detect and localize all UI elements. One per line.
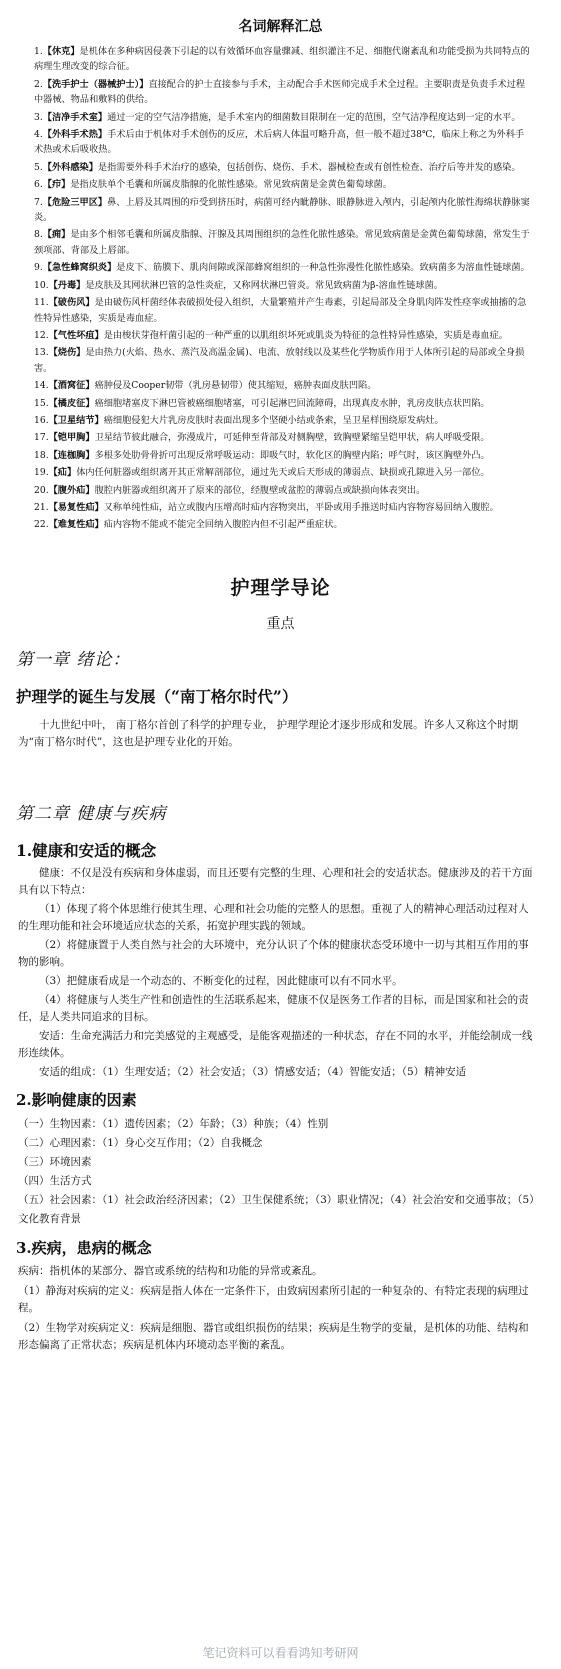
glossary-item-number: 10. xyxy=(34,279,49,291)
glossary-item-number: 18. xyxy=(34,449,49,461)
glossary-item-number: 8. xyxy=(34,229,43,241)
health-paragraph: 安适：生命充满活力和完美感觉的主观感受，是能客观描述的一种状态，存在不同的水平，并能绘制成一线形连续体。 xyxy=(18,1029,533,1059)
glossary-item xyxy=(34,44,531,75)
glossary-item-number: 3. xyxy=(34,111,43,123)
glossary-item-number: 19. xyxy=(34,467,49,479)
glossary-item-number: 5. xyxy=(34,161,43,173)
glossary-item-text: 是机体在多种病因侵袭下引起的以有效循环血容量骤减、组织灌注不足、细胞代谢紊乱和功能受损为共同特点的病理生理改变的综合征。 xyxy=(34,46,530,73)
glossary-item xyxy=(34,413,531,428)
glossary-item-text: 鼻、上唇及其周围的疖受到挤压时，病菌可经内眦静脉、眼静脉进入颅内，引起颅内化脓性海绵状静脉窦炎。 xyxy=(34,196,530,224)
glossary-item-text: 体内任何脏器或组织离开其正常解剖部位，通过先天或后天形成的薄弱点、缺损或孔隙进入另一部位。 xyxy=(76,467,490,479)
glossary-item-term: 【气性坏疽】 xyxy=(48,329,104,341)
glossary-item-number: 21. xyxy=(34,501,49,513)
health-concept-heading: 1.健康和安适的概念 xyxy=(16,840,157,860)
health-paragraph: 健康：不仅是没有疾病和身体虚弱，而且还要有完整的生理、心理和社会的安适状态。健康涉及的若干方面具有以下特点： xyxy=(18,866,533,896)
chapter-1-heading: 第一章 绪论： xyxy=(16,649,131,670)
disease-line: （1）静海对疾病的定义：疾病是指人体在一定条件下，由致病因素所引起的一种复杂的、有特定表现的病理过程。 xyxy=(18,1284,529,1314)
glossary-item xyxy=(34,430,531,445)
glossary-item xyxy=(34,260,531,275)
glossary-item-number: 12. xyxy=(34,329,49,341)
glossary-item-number: 14. xyxy=(34,380,49,392)
glossary-item-term: 【橘皮征】 xyxy=(48,397,95,409)
disease-concept-body xyxy=(0,1263,561,1354)
glossary-item-term: 【痈】 xyxy=(42,229,71,241)
glossary-item-text: 疝内容物不能或不能完全回纳入腹腔内但不引起严重症状。 xyxy=(103,519,343,531)
glossary-item-term: 【酒窝征】 xyxy=(48,380,95,392)
disease-line: 疾病：指机体的某部分、器官或系统的结构和功能的异常或紊乱。 xyxy=(18,1264,323,1277)
glossary-item-text: 又称单纯性疝，站立或腹内压增高时疝内容物突出，平卧或用手推送时疝内容物容易回纳入腹腔。 xyxy=(103,501,499,513)
glossary-item-text: 手术后由于机体对手术创伤的反应，术后病人体温可略升高，但一般不超过38℃，临床上称之为外科手术热或术后吸收热。 xyxy=(34,129,525,156)
factor-line: （一）生物因素：（1）遗传因素；（2）年龄；（3）种族；（4）性别 xyxy=(18,1117,329,1130)
glossary-item-term: 【疝】 xyxy=(48,467,77,479)
glossary-item xyxy=(34,77,531,108)
glossary-item-term: 【危险三甲区】 xyxy=(42,196,108,208)
glossary-item-text: 卫星结节彼此融合，弥漫成片，可延伸至背部及对侧胸壁，致胸壁紧缩呈铠甲状，病人呼吸受限。 xyxy=(94,432,490,444)
glossary-item-number: 16. xyxy=(34,414,49,426)
glossary-item xyxy=(34,278,531,293)
glossary-item-number: 1. xyxy=(34,46,43,57)
glossary-list xyxy=(0,38,561,533)
glossary-item-number: 22. xyxy=(34,519,49,531)
glossary-item-number: 2. xyxy=(34,78,43,90)
glossary-item xyxy=(34,500,531,515)
glossary-item xyxy=(34,483,531,498)
glossary-item xyxy=(34,295,531,326)
health-paragraph: （4）将健康与人类生产性和创造性的生活联系起来，健康不仅是医务工作者的目标，而是国家和社会的责任，是人类共同追求的目标。 xyxy=(18,993,529,1023)
glossary-item-term: 【外科感染】 xyxy=(42,161,98,173)
glossary-item-term: 【烧伤】 xyxy=(48,347,86,359)
factor-line: （二）心理因素：（1）身心交互作用；（2）自我概念 xyxy=(18,1136,263,1149)
glossary-item-text: 癌细胞堵塞皮下淋巴管被癌细胞堵塞，可引起淋巴回流障碍，出现真皮水肿，乳房皮肤点状凹陷。 xyxy=(94,397,490,409)
glossary-item xyxy=(34,127,531,158)
glossary-item-text: 是指需要外科手术治疗的感染，包括创伤、烧伤、手术、器械检查或有创性检查、治疗后等并发的感染。 xyxy=(97,161,521,173)
glossary-item-term: 【洁净手术室】 xyxy=(42,111,108,123)
ch1-paragraph: 十九世纪中叶， 南丁格尔首创了科学的护理专业， 护理学理论才逐步形成和发展。许多人又称这个时期为“南丁格尔时代”，这也是护理专业化的开始。 xyxy=(18,718,519,748)
ch1-section-heading: 护理学的诞生与发展（“南丁格尔时代”） xyxy=(16,686,298,706)
glossary-title: 名词解释汇总 xyxy=(238,19,323,35)
glossary-item-term: 【洗手护士（器械护士）】 xyxy=(42,78,149,90)
glossary-item-number: 7. xyxy=(34,196,43,208)
glossary-item xyxy=(34,160,531,175)
glossary-item-text: 多根多处肋骨骨折可出现反常呼吸运动：即吸气时，软化区的胸壁内陷；呼气时，该区胸壁外凸。 xyxy=(94,449,490,461)
glossary-item-term: 【外科手术热】 xyxy=(42,129,108,141)
glossary-item-text: 是皮肤及其网状淋巴管的急性炎症，又称网状淋巴管炎。常见致病菌为β-溶血性链球菌。 xyxy=(85,279,443,291)
glossary-item-number: 13. xyxy=(34,347,49,359)
glossary-item-term: 【易复性疝】 xyxy=(48,501,104,513)
glossary-item-text: 是由梭状芽孢杆菌引起的一种严重的以肌组织坏死或肌炎为特征的急性特异性感染，实质是毒血症。 xyxy=(103,329,508,341)
disease-concept-heading: 3.疾病，患病的概念 xyxy=(16,1238,152,1257)
health-paragraph: 安适的组成：（1）生理安适；（2）社会安适；（3）情感安适；（4）智能安适；（5）精神安适 xyxy=(39,1065,467,1078)
watermark: 笔记资料可以看看鸿知考研网 xyxy=(202,1646,359,1660)
factor-line: （三）环境因素 xyxy=(18,1155,92,1168)
glossary-item-text: 通过一定的空气洁净措施，是手术室内的细菌数目限制在一定的范围，空气洁净程度达到一定的水平。 xyxy=(107,111,521,123)
glossary-item-number: 20. xyxy=(34,484,49,496)
glossary-item-term: 【休克】 xyxy=(42,46,80,57)
glossary-item-term: 【破伤风】 xyxy=(48,297,95,309)
glossary-item-text: 是由多个相邻毛囊和所属皮脂腺、汗腺及其周围组织的急性化脓性感染。常见致病菌是金黄色葡萄球菌，常发生于颈项部、背部及上唇部。 xyxy=(34,229,530,256)
glossary-item-text: 癌细胞侵犯大片乳房皮肤时表面出现多个坚硬小结或条索，呈卫星样围绕原发病灶。 xyxy=(103,414,444,426)
glossary-item-text: 腹腔内脏器或组织离开了原来的部位，经腹壁或盆腔的薄弱点或缺损向体表突出。 xyxy=(94,484,426,496)
glossary-item-number: 15. xyxy=(34,397,49,409)
glossary-item xyxy=(34,448,531,463)
glossary-item-number: 11. xyxy=(34,297,49,309)
glossary-item-text: 癌肿侵及Cooper韧带（乳房悬韧带）使其缩短，癌肿表面皮肤凹陷。 xyxy=(94,380,377,392)
main-title: 护理学导论 xyxy=(230,576,331,599)
health-paragraph: （2）将健康置于人类自然与社会的大环境中，充分认识了个体的健康状态受环境中一切与其相互作用的事物的影响。 xyxy=(18,938,529,968)
glossary-item-term: 【卫星结节】 xyxy=(48,414,104,426)
health-concept-body xyxy=(0,865,561,1081)
health-factors-heading: 2.影响健康的因素 xyxy=(16,1090,137,1109)
glossary-item-term: 【丹毒】 xyxy=(48,279,86,291)
glossary-item-text: 是皮下、筋膜下、肌肉间隙或深部蜂窝组织的一种急性弥漫性化脓性感染。致病菌多为溶血性链球菌。 xyxy=(116,262,530,274)
glossary-item xyxy=(34,396,531,411)
glossary-item xyxy=(34,378,531,393)
glossary-item xyxy=(34,227,531,258)
glossary-item-text: 是由破伤风杆菌经体表破损处侵入组织，大量繁殖并产生毒素，引起局部及全身肌肉阵发性痉挛或抽搐的急性特异性感染，实质是毒血症。 xyxy=(34,297,527,324)
glossary-item xyxy=(34,177,531,192)
glossary-item-term: 【疖】 xyxy=(42,179,71,191)
glossary-item xyxy=(34,517,531,532)
glossary-item-term: 【腹外疝】 xyxy=(48,484,95,496)
factor-line: （四）生活方式 xyxy=(18,1174,92,1187)
glossary-item-text: 直接配合的护士直接参与手术，主动配合手术医师完成手术全过程。主要职责是负责手术过程中器械、物品和敷料的供给。 xyxy=(34,78,526,106)
glossary-item-number: 6. xyxy=(34,179,43,191)
factor-line: （五）社会因素：（1）社会政治经济因素；（2）卫生保健系统；（3）职业情况；（4）社会治安和交通事故；（5）文化教育背景 xyxy=(18,1193,535,1225)
disease-line: （2）生物学对疾病定义：疾病是细胞、器官或组织损伤的结果；疾病是生物学的变量，是机体的功能、结构和形态偏离了正常状态；疾病是机体内环境动态平衡的紊乱。 xyxy=(18,1321,529,1351)
glossary-item-term: 【急性蜂窝织炎】 xyxy=(42,262,117,274)
subtitle: 重点 xyxy=(266,615,295,632)
glossary-item-number: 17. xyxy=(34,432,49,444)
health-factors-list xyxy=(0,1115,561,1229)
glossary-item xyxy=(34,195,531,226)
health-paragraph: （3）把健康看成是一个动态的、不断变化的过程，因此健康可以有不同水平。 xyxy=(39,974,403,987)
glossary-item-term: 【铠甲胸】 xyxy=(48,432,95,444)
glossary-item-number: 4. xyxy=(34,129,43,141)
glossary-item-number: 9. xyxy=(34,262,43,274)
chapter-2-heading: 第二章 健康与疾病 xyxy=(16,803,167,824)
glossary-item-term: 【难复性疝】 xyxy=(48,519,104,531)
health-paragraph: （1）体现了将个体思维行使其生理、心理和社会功能的完整人的思想。重视了人的精神心理活动过程对人的生理功能和社会环境适应状态的关系，拓宽护理实践的领域。 xyxy=(18,902,529,932)
glossary-item xyxy=(34,345,531,376)
glossary-item xyxy=(34,110,531,125)
glossary-item-text: 是指皮肤单个毛囊和所属皮脂腺的化脓性感染。常见致病菌是金黄色葡萄球菌。 xyxy=(70,179,392,191)
glossary-item xyxy=(34,328,531,343)
glossary-item xyxy=(34,465,531,480)
glossary-item-text: 是由热力(火焰、热水、蒸汽及高温金属)、电流、放射线以及某些化学物质作用于人体所引起的局部或全身损害。 xyxy=(34,347,525,374)
glossary-item-term: 【连枷胸】 xyxy=(48,449,95,461)
